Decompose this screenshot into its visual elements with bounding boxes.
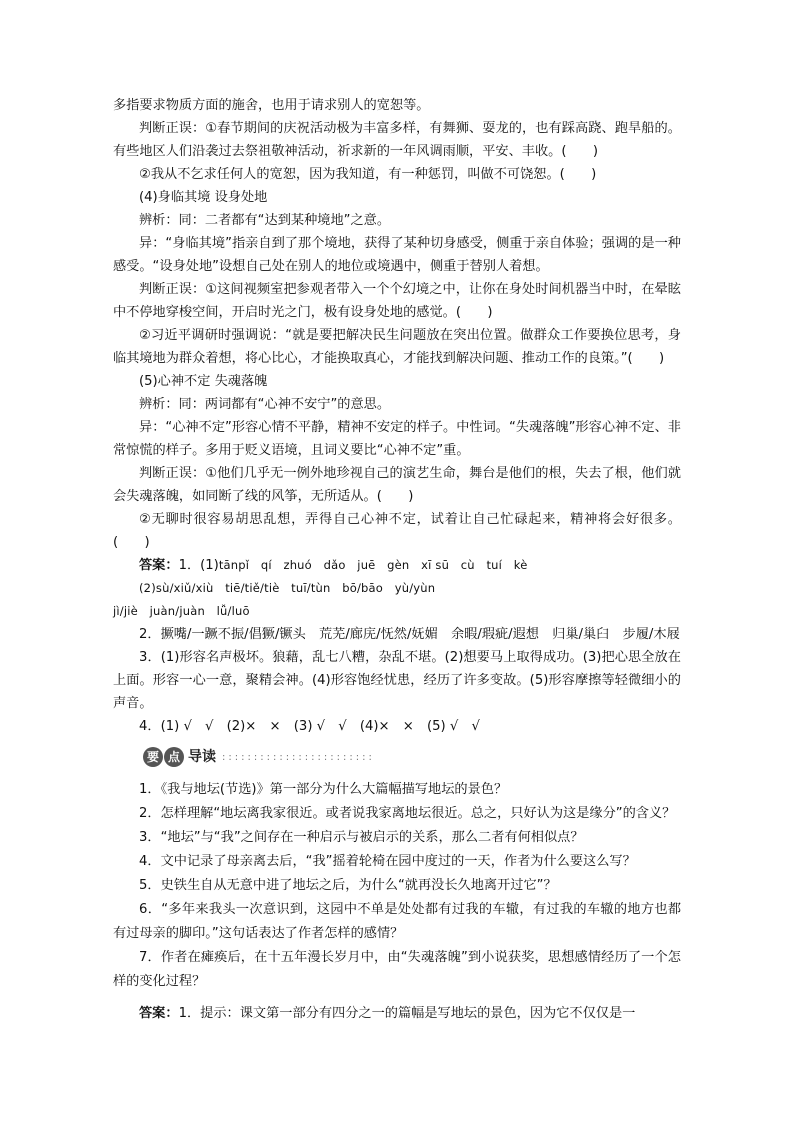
paragraph: (5)心神不定 失魂落魄 — [139, 374, 268, 389]
paragraph: 辨析：同：二者都有“达到某种境地”之意。 — [139, 213, 391, 228]
banner-title: 导读 — [188, 748, 216, 765]
question-item: 5．史铁生自从无意中进了地坛之后，为什么“就再没长久地离开过它”？ — [139, 878, 557, 893]
banner-badge-1: 要 — [143, 747, 163, 767]
paragraph: (4)身临其境 设身处地 — [139, 190, 268, 205]
pinyin-answers-3: jì/jiè juàn/juàn lǚ/luō — [113, 604, 250, 618]
pinyin-answers-1: tānpǐ qí zhuó dǎo juē gèn xī sū cù tuí kè — [218, 558, 528, 572]
question-item: 6．“多年来我头一次意识到，这园中不单是处处都有过我的车辙，有过我的车辙的地方也都有过母亲的脚印。”这句话表达了作者怎样的感情？ — [113, 902, 681, 941]
answer-label: 答案： — [139, 1006, 179, 1021]
question-item: 1．《我与地坛(节选)》第一部分为什么大篇幅描写地坛的景色？ — [139, 782, 508, 797]
question-list — [113, 778, 681, 994]
paragraph: ②无聊时很容易胡思乱想，弄得自己心神不定，试着让自己忙碌起来，精神将会好很多。( ) — [113, 512, 681, 550]
paragraph: 辨析：同：两词都有“心神不安宁”的意思。 — [139, 397, 391, 412]
paragraph: 判断正误：①他们几乎无一例外地珍视自己的演艺生命，舞台是他们的根，失去了根，他们就会失魂落魄，如同断了线的风筝，无所适从。( ) — [113, 466, 681, 504]
document-page — [113, 94, 681, 1026]
paragraph: 判断正误：①这间视频室把参观者带入一个个幻境之中，让你在身处时间机器当中时，在晕眩中不停地穿梭空间，开启时光之门，极有设身处地的感觉。( ) — [113, 282, 681, 320]
answer-label: 答案： — [139, 558, 179, 573]
question-item: 2．怎样理解“地坛离我家很近。或者说我家离地坛很近。总之，只好认为这是缘分”的含义？ — [139, 806, 676, 821]
vocabulary-section — [113, 94, 681, 554]
question-item: 4．文中记录了母亲离去后，“我”摇着轮椅在园中度过的一天，作者为什么要这么写？ — [139, 854, 636, 869]
banner-badge-2: 点 — [164, 747, 184, 767]
section-banner — [143, 744, 681, 770]
answer-4: 4．(1) √ √ (2)× × (3) √ √ (4)× × (5) √ √ — [139, 719, 480, 734]
question-item: 7．作者在瘫痪后，在十五年漫长岁月中，由“失魂落魄”到小说获奖，思想感情经历了一个怎样的变化过程？ — [113, 950, 681, 989]
final-answer: 答案：1．提示：课文第一部分有四分之一的篇幅是写地坛的景色，因为它不仅仅是一 — [139, 1006, 636, 1021]
question-item: 3．“地坛”与“我”之间存在一种启示与被启示的关系，那么二者有何相似点？ — [139, 830, 584, 845]
paragraph: 多指要求物质方面的施舍，也用于请求别人的宽恕等。 — [113, 98, 430, 113]
answer-2: 2．撅嘴/一蹶不振/倡獗/镢头 荒芜/廊庑/怃然/妩媚 余暇/瑕疵/遐想 归巢/巢臼 步履/木屐 — [139, 627, 680, 642]
paragraph: ②我从不乞求任何人的宽恕，因为我知道，有一种惩罚，叫做不可饶恕。( ) — [139, 167, 597, 182]
answer-3: 3．(1)形容名声极坏。狼藉，乱七八糟，杂乱不堪。(2)想要马上取得成功。(3)把心思全放在上面。形容一心一意，聚精会神。(4)形容饱经忧患，经历了许多变故。(5)形容摩擦等轻微细小的声音。 — [113, 650, 681, 711]
paragraph: 判断正误：①春节期间的庆祝活动极为丰富多样，有舞狮、耍龙的，也有踩高跷、跑旱船的。有些地区人们沿袭过去祭祖敬神活动，祈求新的一年风调雨顺，平安、丰收。( ) — [113, 121, 681, 159]
paragraph: ②习近平调研时强调说：“就是要把解决民生问题放在突出位置。做群众工作要换位思考，身临其境地为群众着想，将心比心，才能换取真心，才能找到解决问题、推动工作的良策。”( ) — [113, 328, 681, 366]
answer-line-1: 答案：1．(1)tānpǐ qí zhuó dǎo juē gèn xī sū cù tuí kè — [139, 558, 528, 573]
banner-dots-decoration: :::::::::::::::::::::::: — [222, 751, 375, 763]
pinyin-answers-2: (2)sù/xiǔ/xiù tiē/tiě/tiè tuī/tùn bō/bāo yù/yùn — [139, 581, 436, 595]
paragraph: 异：“心神不定”形容心情不平静，精神不安定的样子。中性词。“失魂落魄”形容心神不定、非常惊慌的样子。多用于贬义语境，且词义要比“心神不定”重。 — [113, 420, 681, 458]
paragraph: 异：“身临其境”指亲自到了那个境地，获得了某种切身感受，侧重于亲自体验；强调的是一种感受。“设身处地”设想自己处在别人的地位或境遇中，侧重于替别人着想。 — [113, 236, 681, 274]
